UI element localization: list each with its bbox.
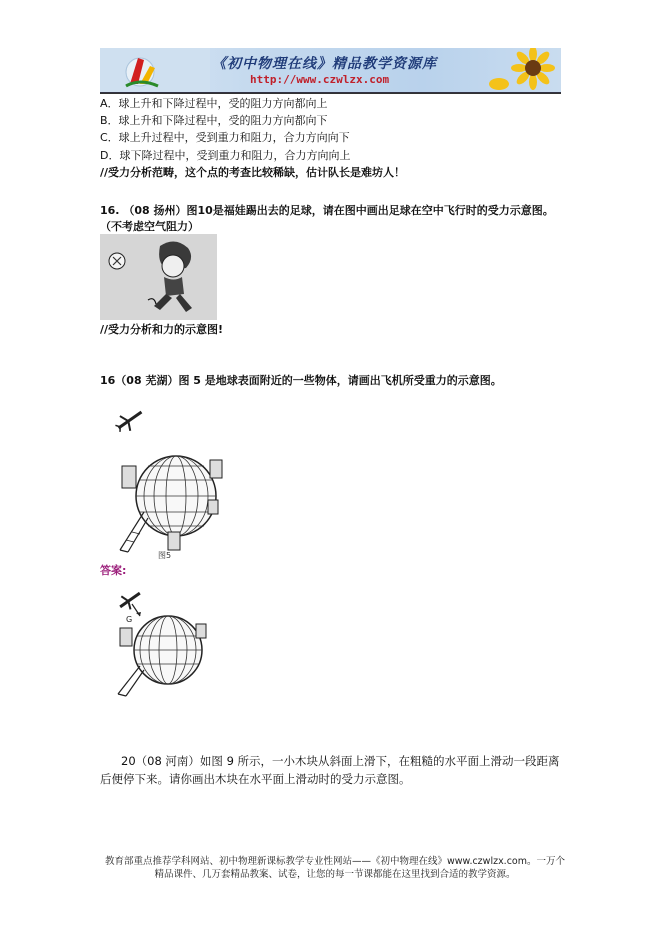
earth-figure-5	[100, 400, 230, 564]
header-banner	[100, 48, 561, 93]
globe-icon	[134, 616, 202, 684]
page-footer	[100, 855, 570, 881]
option-b: B．球上升和下降过程中，受的阻力方向都向下	[100, 114, 328, 127]
question-20-cont: 后便停下来。请你画出木块在水平面上滑动时的受力示意图。	[100, 772, 411, 786]
option-d: D．球下降过程中，受到重力和阻力，合力方向向上	[100, 149, 351, 162]
fuwa-football-figure	[100, 234, 217, 320]
gravity-label: G	[126, 615, 133, 624]
option-c: C．球上升过程中，受到重力和阻力，合力方向向下	[100, 131, 350, 144]
figure-5-caption: 图5	[158, 551, 172, 560]
note-force-analysis: //受力分析范畴，这个点的考查比较稀缺，估计队长是难坊人！	[100, 166, 406, 179]
sunflower-icon	[481, 48, 561, 92]
footer-line-2: 精品课件、几万套精品教案、试卷，让您的每一节课都能在这里找到合适的教学资源。	[154, 869, 516, 880]
header-rule	[100, 93, 561, 94]
globe-icon	[136, 456, 216, 536]
site-title: 《初中物理在线》精品教学资源库	[212, 56, 437, 72]
site-logo-icon	[100, 48, 210, 92]
question-20: 20（08 河南）如图 9 所示，一小木块从斜面上滑下，在粗糙的水平面上滑动一段距离	[121, 754, 560, 768]
answer-label: 答案:	[100, 564, 127, 577]
airplane-icon	[116, 587, 145, 614]
question-16-yangzhou-note: （不考虑空气阻力）	[100, 220, 199, 233]
airplane-icon	[113, 405, 147, 436]
gravity-arrow-icon	[132, 604, 141, 616]
question-16-yangzhou: 16. （08 扬州）图10是福娃踢出去的足球，请在图中画出足球在空中飞行时的受力示意图。	[100, 204, 554, 217]
site-url: http://www.czwlzx.com	[250, 73, 390, 86]
earth-answer-figure	[100, 582, 220, 700]
note-force-diagram: //受力分析和力的示意图!	[100, 323, 224, 336]
option-a: A．球上升和下降过程中，受的阻力方向都向上	[100, 97, 328, 110]
question-16-wuhu: 16（08 芜湖）图 5 是地球表面附近的一些物体，请画出飞机所受重力的示意图。	[100, 374, 502, 387]
footer-line-1: 教育部重点推荐学科网站、初中物理新课标教学专业性网站——《初中物理在线》www.czwlzx.com。一万个	[105, 856, 565, 867]
